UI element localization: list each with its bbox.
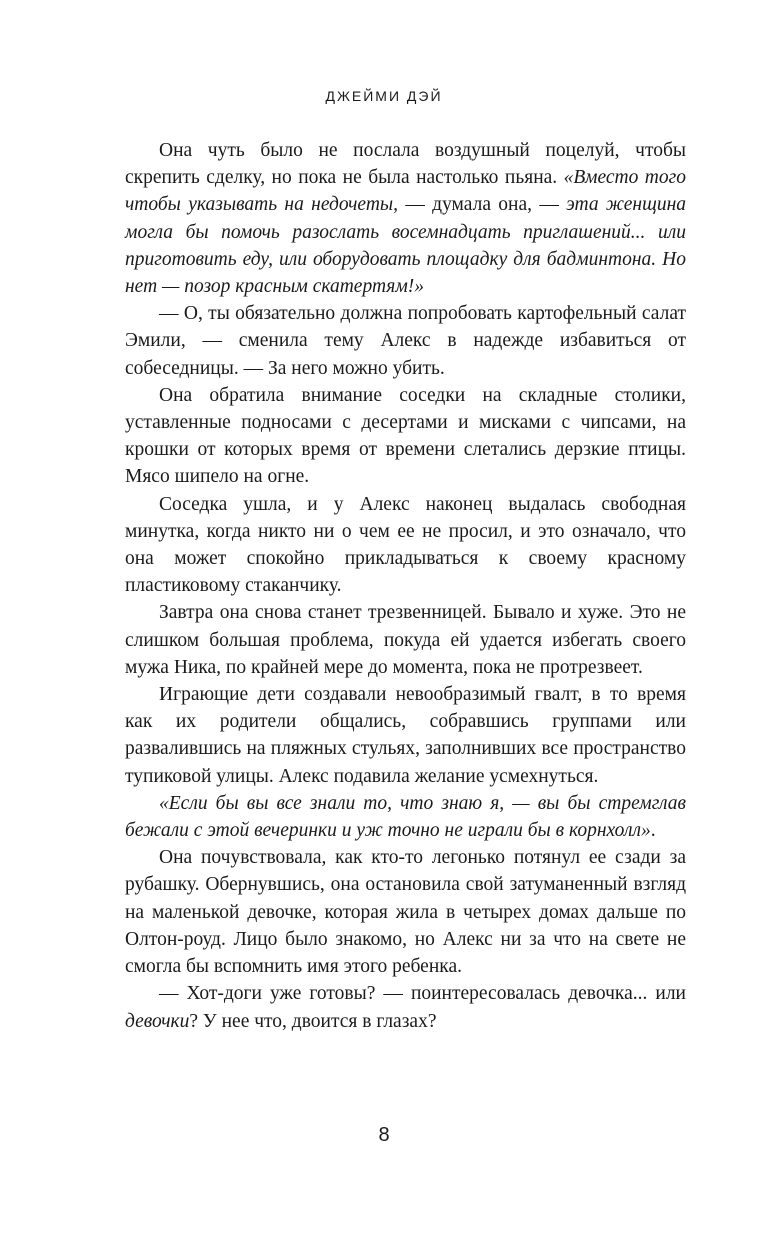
paragraph bbox=[125, 790, 686, 844]
page-number: 8 bbox=[378, 1124, 390, 1146]
paragraph bbox=[125, 491, 686, 600]
body-text bbox=[125, 137, 686, 1035]
text-segment: Она чуть было не послала воздушный поцелуй, чтобы скрепить сделку, но пока не была настолько пьяна. bbox=[125, 140, 686, 189]
text-segment: — О, ты обязательно должна попробовать картофельный салат Эмили, — сменила тему Алекс в надежде избавиться от собеседницы. — За него можно убить. bbox=[125, 303, 686, 379]
paragraph bbox=[125, 137, 686, 300]
paragraph bbox=[125, 844, 686, 980]
text-segment: Она почувствовала, как кто-то легонько потянул ее сзади за рубашку. Обернувшись, она остановила свой затуманенный взгляд на маленькой девочке, которая жила в четырех домах дальше по Олтон-роуд. Лицо было знакомо, но Алекс ни за что на свете не смогла бы вспомнить имя этого ребенка. bbox=[125, 847, 686, 978]
paragraph bbox=[125, 599, 686, 681]
text-segment: . bbox=[650, 820, 656, 842]
text-segment: Завтра она снова станет трезвенницей. Бывало и хуже. Это не слишком большая проблема, покуда ей удается избегать своего мужа Ника, по крайней мере до момента, пока не протрезвеет. bbox=[125, 602, 686, 678]
paragraph bbox=[125, 681, 686, 790]
text-segment: — Хот-доги уже готовы? — поинтересовалась девочка... или bbox=[159, 983, 686, 1005]
text-segment: Она обратила внимание соседки на складные столики, уставленные подносами с десертами и мисками с чипсами, на крошки от которых время от времени слетались дерзкие птицы. Мясо шипело на огне. bbox=[125, 384, 686, 488]
italic-segment: эта женщина могла бы помочь разослать восемнадцать приглашений... или приготовить еду, или оборудовать площадку для бадминтона. Но нет — позор красным скатертям!» bbox=[125, 194, 686, 298]
paragraph bbox=[125, 382, 686, 491]
italic-segment: «Если бы вы все знали то, что знаю я, — вы бы стремглав бежали с этой вечеринки и уж точно не играли бы в корнхолл» bbox=[125, 792, 686, 842]
text-segment: Соседка ушла, и у Алекс наконец выдалась свободная минутка, когда никто ни о чем ее не просил, и это означало, что она может спокойно прикладываться к своему красному пластиковому стаканчику. bbox=[125, 493, 686, 597]
text-segment: Играющие дети создавали невообразимый гвалт, в то время как их родители общались, собравшись группами или развалившись на пляжных стульях, заполнивших все пространство тупиковой улицы. Алекс подавила желание усмехнуться. bbox=[125, 684, 686, 787]
paragraph bbox=[125, 300, 686, 382]
italic-segment: девочки bbox=[125, 1010, 190, 1032]
paragraph bbox=[125, 980, 686, 1034]
text-segment: ? У нее что, двоится в глазах? bbox=[189, 1010, 437, 1032]
text-segment: — думала она, — bbox=[398, 194, 567, 216]
running-head: ДЖЕЙМИ ДЭЙ bbox=[325, 88, 443, 104]
italic-segment: «Вместо того чтобы указывать на недочеты, bbox=[125, 167, 686, 216]
